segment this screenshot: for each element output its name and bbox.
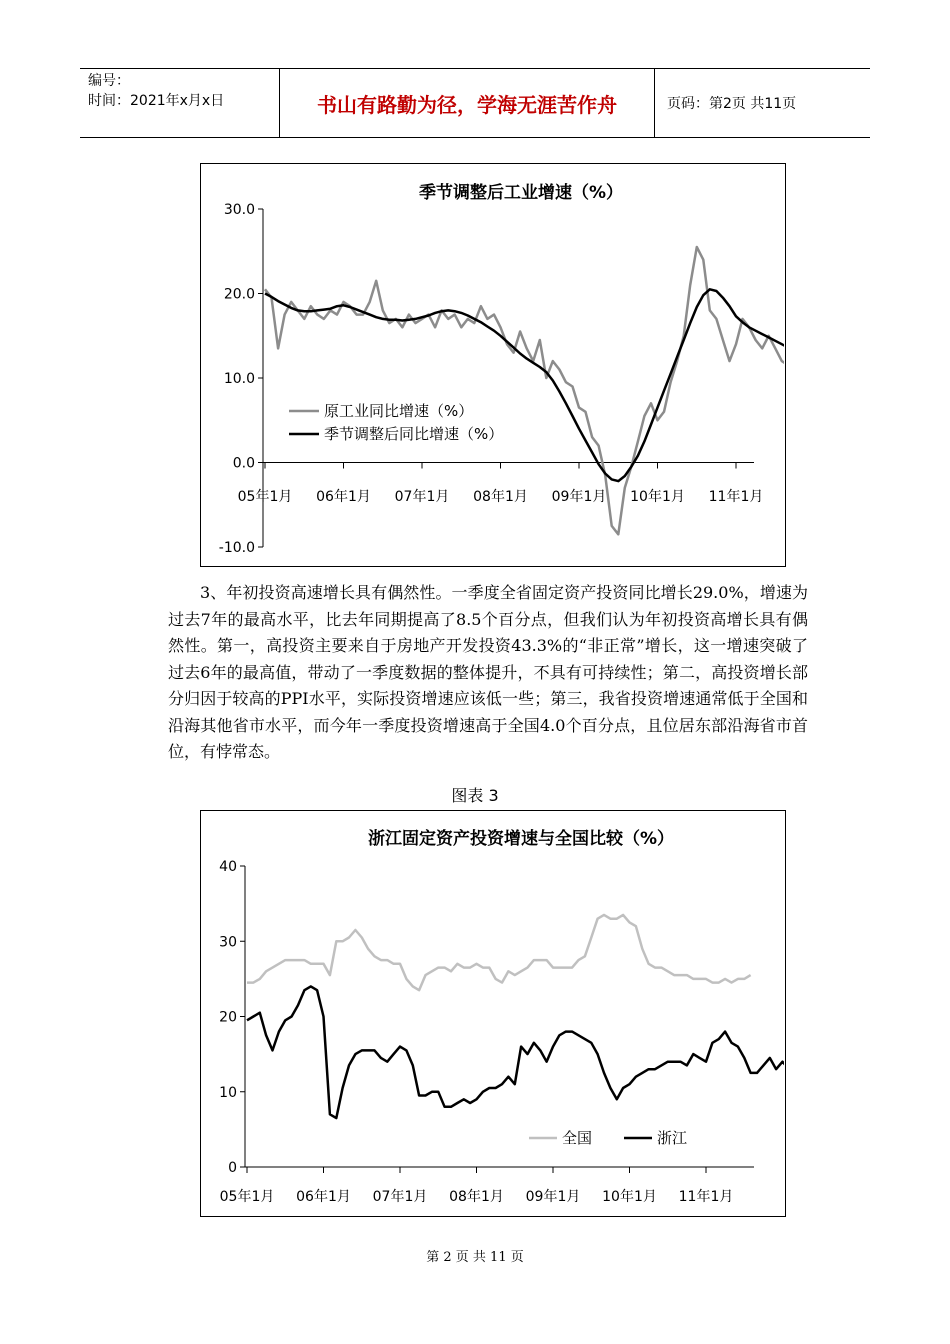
series-line-2 xyxy=(265,289,784,481)
legend-label: 季节调整后同比增速（%） xyxy=(324,425,504,443)
legend-label: 原工业同比增速（%） xyxy=(324,402,474,420)
y-tick-label: 30 xyxy=(219,934,237,951)
document-time: 时间：2021年x月x日 xyxy=(88,93,225,109)
header-motto: 书山有路勤为径，学海无涯苦作舟 xyxy=(280,69,655,137)
legend-label: 浙江 xyxy=(657,1129,688,1147)
y-tick-label: 40 xyxy=(219,859,237,875)
y-tick-label: 30.0 xyxy=(223,202,255,218)
y-tick-label: 0.0 xyxy=(232,455,255,472)
x-tick-label: 09年1月 xyxy=(525,1189,581,1205)
x-tick-label: 06年1月 xyxy=(296,1189,351,1205)
document-number: 编号： xyxy=(88,73,130,89)
y-tick-label: 20.0 xyxy=(223,286,255,303)
investment-comparison-chart-svg xyxy=(201,811,784,1215)
body-text xyxy=(168,580,808,766)
industrial-growth-chart-svg xyxy=(201,164,784,565)
legend-label: 全国 xyxy=(562,1129,593,1147)
x-tick-label: 08年1月 xyxy=(473,489,528,505)
x-tick-label: 05年1月 xyxy=(237,489,293,505)
y-tick-label: 0 xyxy=(228,1160,237,1176)
y-tick-label: 10 xyxy=(219,1084,237,1101)
header-page-info: 页码：第2页 共11页 xyxy=(667,96,797,112)
industrial-growth-chart xyxy=(200,163,786,567)
y-tick-label: 20 xyxy=(219,1009,237,1026)
header-meta xyxy=(80,69,280,137)
y-tick-label: -10.0 xyxy=(218,540,255,556)
paragraph-investment: 3、年初投资高速增长具有偶然性。一季度全省固定资产投资同比增长29.0%，增速为过去7年的最高水平，比去年同期提高了8.5个百分点，但我们认为年初投资高增长具有偶然性。第一，高投资主要来自于房地产开发投资43.3%的“非正常”增长，这一增速突破了过去6年的最高值，带动了一季度数据的整体提升，不具有可持续性；第二，高投资增长部分归因于较高的PPI水平，实际投资增速应该低一些；第三，我省投资增速通常低于全国和沿海其他省市水平，而今年一季度投资增速高于全国4.0个百分点，且位居东部沿海省市首位，有悖常态。 xyxy=(168,583,808,761)
x-tick-label: 09年1月 xyxy=(551,489,607,505)
x-tick-label: 10年1月 xyxy=(602,1189,657,1205)
x-tick-label: 07年1月 xyxy=(372,1189,428,1205)
x-tick-label: 06年1月 xyxy=(316,489,371,505)
chart1-title: 季节调整后工业增速（%） xyxy=(418,183,624,203)
x-tick-label: 08年1月 xyxy=(449,1189,504,1205)
figure-caption: 图表 3 xyxy=(451,786,499,805)
x-tick-label: 11年1月 xyxy=(678,1189,734,1205)
investment-comparison-chart xyxy=(200,810,786,1217)
chart2-title: 浙江固定资产投资增速与全国比较（%） xyxy=(367,829,675,849)
page-header xyxy=(80,68,870,138)
x-tick-label: 10年1月 xyxy=(630,489,685,505)
y-tick-label: 10.0 xyxy=(223,371,255,387)
series-line-1 xyxy=(247,915,751,990)
page-footer: 第 2 页 共 11 页 xyxy=(426,1250,524,1265)
x-tick-label: 05年1月 xyxy=(219,1189,275,1205)
x-tick-label: 11年1月 xyxy=(708,489,764,505)
x-tick-label: 07年1月 xyxy=(394,489,450,505)
